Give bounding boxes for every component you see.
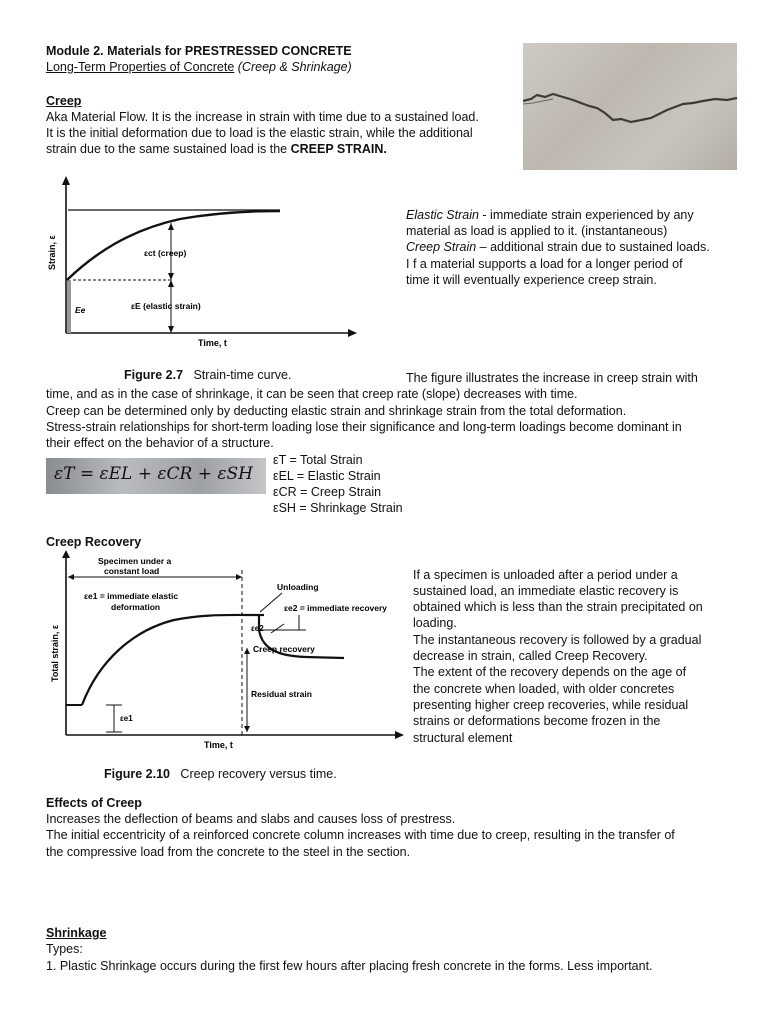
- effects-heading: Effects of Creep: [46, 796, 142, 810]
- load-span-right-icon: [236, 574, 242, 580]
- equation-formula: εT = εEL + εCR + εSH: [54, 464, 253, 484]
- creep-arrow-bottom-icon: [168, 273, 174, 280]
- paragraph-line-2: time, and as in the case of shrinkage, it can be seen that creep rate (slope) decreases with time.: [46, 387, 578, 401]
- elastic-arrow-top-icon: [168, 280, 174, 287]
- specimen-label-2: constant load: [104, 566, 160, 576]
- elastic-arrow-bottom-icon: [168, 326, 174, 333]
- figure-2-7-caption: [124, 367, 291, 383]
- subtitle: [46, 59, 352, 75]
- creep-recovery-heading: Creep Recovery: [46, 535, 142, 549]
- e2-def: εe2 = immediate recovery: [284, 603, 388, 613]
- recovery-text-3: obtained which is less than the strain precipitated on: [413, 600, 703, 614]
- e2-short-label: εe2: [251, 624, 264, 633]
- cr-x-arrow-icon: [395, 731, 404, 739]
- elastic-label: εE (elastic strain): [131, 301, 201, 311]
- creep-line-3: [46, 141, 387, 157]
- paragraph-line-5: their effect on the behavior of a structure.: [46, 436, 274, 450]
- elastic-def-line-2: material as load is applied to it. (instantaneous): [406, 224, 668, 238]
- x-axis-arrow-icon: [348, 329, 357, 337]
- shrinkage-types: Types:: [46, 942, 83, 956]
- paragraph-line-3: Creep can be determined only by deducting elastic strain and shrinkage strain from the total deformation.: [46, 404, 627, 418]
- strain-time-figure: [40, 175, 370, 385]
- recovery-text-11: structural element: [413, 731, 513, 745]
- paragraph-line-4: Stress-strain relationships for short-term loading lose their significance and long-term loadings become dominant in: [46, 420, 682, 434]
- creep-heading: Creep: [46, 94, 82, 108]
- strain-curve: [67, 211, 280, 280]
- creep-term: Creep Strain: [406, 240, 477, 254]
- equation-image: [46, 458, 266, 494]
- load-span-left-icon: [68, 574, 74, 580]
- residual-label: Residual strain: [251, 689, 312, 699]
- recovery-text-6: decrease in strain, called Creep Recovery.: [413, 649, 648, 663]
- creep-recovery-figure: [44, 550, 406, 760]
- effects-line-3: the compressive load from the concrete to the steel in the section.: [46, 845, 411, 859]
- elastic-def-text: - immediate strain experienced by any: [478, 208, 694, 222]
- legend-total: εT = Total Strain: [273, 453, 363, 467]
- recovery-text-7: The extent of the recovery depends on the age of: [413, 665, 687, 679]
- creep-line-1: Aka Material Flow. It is the increase in strain with time due to a sustained load.: [46, 110, 479, 124]
- figure-2-7-number: Figure 2.7: [124, 368, 184, 382]
- elastic-def-line-1: [406, 207, 694, 223]
- residual-bottom-arrow-icon: [244, 726, 250, 732]
- unloading-label: Unloading: [277, 582, 319, 592]
- shrinkage-item-1: 1. Plastic Shrinkage occurs during the first few hours after placing fresh concrete in the forms. Less important.: [46, 959, 653, 973]
- y-axis-label: Strain, ε: [47, 235, 57, 270]
- residual-top-arrow-icon: [244, 648, 250, 654]
- e1-def-1: εe1 = immediate elastic: [84, 591, 179, 601]
- recovery-text-2: sustained load, an immediate elastic recovery is: [413, 584, 679, 598]
- specimen-label-1: Specimen under a: [98, 556, 172, 566]
- figure-2-7-text: Strain-time curve.: [193, 368, 292, 382]
- recovery-pointer: [271, 624, 284, 633]
- recovery-text-10: strains or deformations become frozen in the: [413, 714, 661, 728]
- shrinkage-heading: Shrinkage: [46, 926, 107, 940]
- def-line-5: time it will eventually experience creep strain.: [406, 273, 657, 287]
- concrete-crack-photo: [523, 43, 737, 170]
- creep-line-3-text: strain due to the same sustained load is the: [46, 142, 291, 156]
- subtitle-paren: (Creep & Shrinkage): [237, 60, 352, 74]
- effects-line-1: Increases the deflection of beams and slabs and causes loss of prestress.: [46, 812, 456, 826]
- legend-elastic: εEL = Elastic Strain: [273, 469, 381, 483]
- recovery-text-1: If a specimen is unloaded after a period under a: [413, 568, 678, 582]
- figure-2-10-text: Creep recovery versus time.: [180, 767, 337, 781]
- e1-short-label: εe1: [120, 714, 133, 723]
- recovery-text-9: presenting higher creep recoveries, while residual: [413, 698, 689, 712]
- creep-arrow-top-icon: [168, 223, 174, 230]
- recovery-text-4: loading.: [413, 616, 457, 630]
- crack-line-icon: [523, 43, 737, 170]
- creep-def-line: [406, 239, 710, 255]
- subtitle-main: Long-Term Properties of Concrete: [46, 60, 235, 74]
- creep-recovery-label: Creep recovery: [253, 644, 315, 654]
- loading-curve: [82, 615, 257, 705]
- x-axis-label: Time, t: [198, 338, 227, 348]
- legend-shrinkage: εSH = Shrinkage Strain: [273, 501, 403, 515]
- elastic-strain-bar: [67, 280, 71, 333]
- ee-label: Ee: [75, 305, 86, 315]
- figure-2-10-caption: [104, 766, 337, 782]
- paragraph-line-1: The figure illustrates the increase in creep strain with: [406, 371, 698, 385]
- creep-strain-term: CREEP STRAIN.: [290, 142, 387, 156]
- recovery-text-8: the concrete when loaded, with older concretes: [413, 682, 675, 696]
- unloading-pointer: [260, 593, 282, 612]
- cr-y-arrow-icon: [62, 550, 70, 558]
- figure-2-10-number: Figure 2.10: [104, 767, 170, 781]
- effects-line-2: The initial eccentricity of a reinforced concrete column increases with time due to creep, resulting in the transfer of: [46, 828, 675, 842]
- cr-x-label: Time, t: [204, 740, 233, 750]
- recovery-text-5: The instantaneous recovery is followed by a gradual: [413, 633, 702, 647]
- cr-y-label: Total strain, ε: [50, 624, 60, 682]
- module-title: Module 2. Materials for PRESTRESSED CONCRETE: [46, 44, 352, 58]
- creep-def-text: – additional strain due to sustained loads.: [476, 240, 710, 254]
- e1-def-2: deformation: [111, 602, 161, 612]
- creep-label: εct (creep): [144, 248, 187, 258]
- elastic-term: Elastic Strain: [406, 208, 479, 222]
- def-line-4: I f a material supports a load for a longer period of: [406, 257, 683, 271]
- y-axis-arrow-icon: [62, 176, 70, 185]
- creep-line-2: It is the initial deformation due to load is the elastic strain, while the additional: [46, 126, 473, 140]
- legend-creep: εCR = Creep Strain: [273, 485, 382, 499]
